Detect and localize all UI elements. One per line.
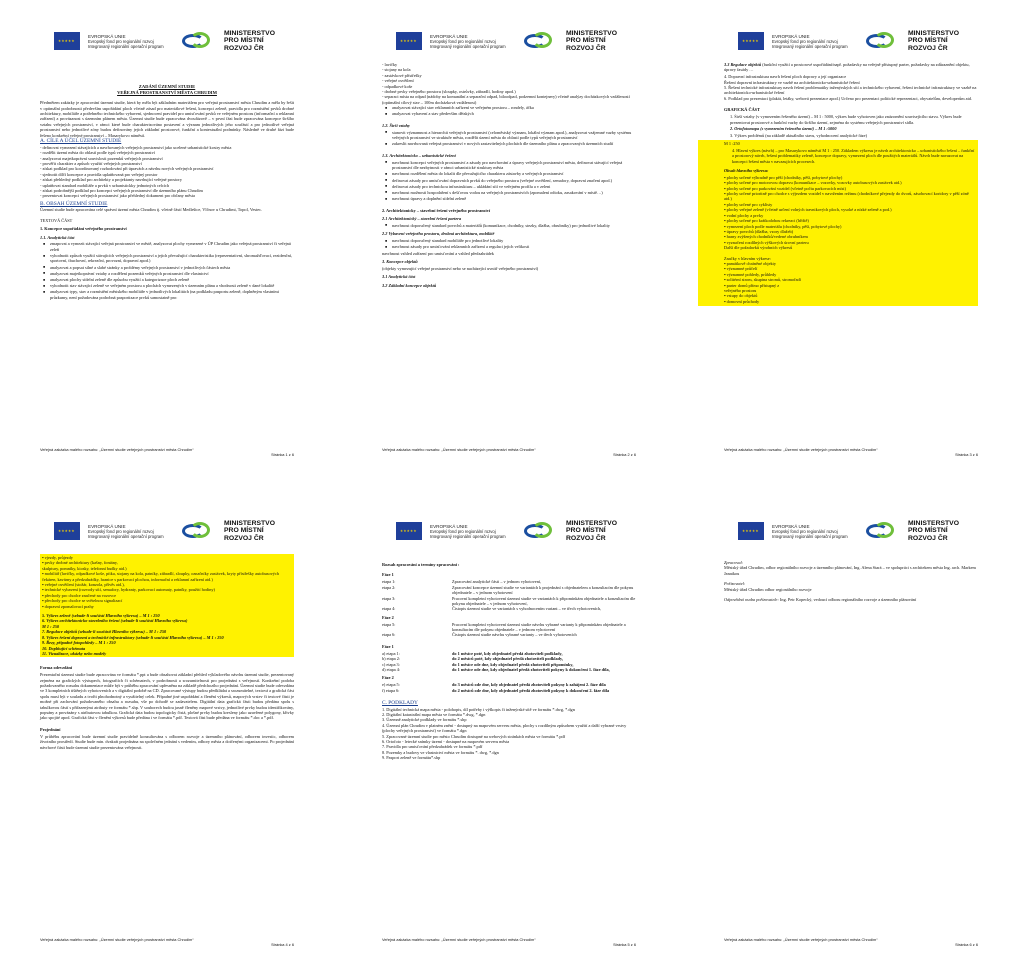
footer-text: Veřejná zakázka malého rozsahu: „Územní studie veřejných prostranství města Chrudim“: [382, 447, 536, 452]
document-item: 4. Územní plán Chrudim v platném znění - dostupný na mapovém serveru města, plochy s rozdílným způsobem využití a další vybrané vrstvy (plochy veřejných prostranství) ve formátu *.dgn: [382, 722, 627, 734]
footer-text: Veřejná zakázka malého rozsahu: „Územní studie veřejných prostranství města Chrudim“: [382, 937, 536, 942]
eu-fund: Evropský fond pro regionální rozvoj: [88, 528, 154, 534]
deadline-row-text: do 1 měsíce poté, kdy objednatel předá zhotoviteli podklady,: [452, 650, 563, 656]
footer-text: Veřejná zakázka malého rozsahu: „Územní studie veřejných prostranství města Chrudim“: [40, 447, 194, 452]
graphic-part-heading: GRAFICKÁ ČÁST: [724, 107, 760, 113]
document-page-2: [342, 0, 652, 465]
symbols-list: [724, 261, 976, 304]
eu-program: Integrovaný regionální operační program: [88, 43, 164, 49]
phase-2-heading: Fáze 2: [382, 614, 394, 620]
page-number: Stránka 5 z 6: [613, 942, 636, 947]
section-3-3-heading: 3.3 Regulace objektů: [724, 62, 762, 67]
goal-item: - získat podklad pro koordinovaný rozhodování při úpravách a návrhu nových veřejných prostranství: [40, 166, 214, 172]
document-item: 7. Pravidla pro umisťování předzahrádek ve formátu *.pdf: [382, 744, 483, 750]
page-header: [54, 514, 294, 548]
highlighted-block: [698, 140, 978, 306]
list-item: Řešení dopravní infrastruktury ve vazbě na architektonicko-urbanistické řešení: [724, 79, 860, 85]
list-item: ■ analyzovat a popsat silné a slabé stránky a problémy veřejných prostranství v jednotlivých částech města: [50, 265, 294, 270]
responsible-person-label-text: Odpovědná osoba pořizovatele:: [724, 597, 779, 603]
prepared-by-value: Městský úřad Chrudim, odbor regionálního rozvoje a územního plánování, Ing. Alena Stará – ve spolupráci s architekem města Ing. arch. Markem Janatkou: [724, 565, 976, 576]
architecture-list: [392, 160, 636, 202]
eu-program: Integrovaný regionální operační program: [430, 533, 506, 539]
responsible-person-label: [724, 597, 978, 602]
section-1-heading: 1. Koncepce uspořádání veřejného prostranství: [40, 226, 127, 232]
eu-flag-icon: [738, 32, 764, 50]
stage-row: [382, 632, 636, 637]
document-page-1: [0, 0, 310, 465]
stage-row-label: etapa 4:: [382, 606, 396, 612]
list-item: ▪ vymezení ploch podle materiálu (chodníky, pěší, pobytové plochy): [724, 223, 842, 229]
stage-row-text: Čistopis územní studie ve variantách s vyhodnocením variant – ve třech vyhotoveních,: [452, 606, 602, 612]
main-drawing-content-list: [42, 555, 292, 609]
eu-program: Integrovaný regionální operační program: [772, 533, 848, 539]
stage-row-label: etapa 2:: [382, 584, 396, 590]
document-page-5: [342, 490, 652, 955]
document-item: 3. Územně analytické podklady ve formátu *.shp: [382, 717, 467, 723]
ministry-name: MINISTERSTVO: [908, 30, 959, 38]
list-item: 4. Dopravní infrastruktura navrh řešení ploch dopravy a její organizace: [724, 74, 847, 80]
list-item: ▪ plochy určené výhradně pro pěší (chodníky, pěší, pobytové plochy): [724, 174, 843, 180]
analysis-list: [392, 105, 636, 117]
ministry-name: PRO MÍSTNÍ: [224, 527, 264, 535]
page-footer: [40, 447, 294, 457]
ministry-logo-icon: [866, 30, 900, 52]
stage-row: [382, 622, 636, 633]
drawing-item: 7. Regulace objektů (sebude-li součástí Hlavního výkresu) – M 1 : 250: [42, 629, 167, 635]
deadline-row-label: c) etapa 3:: [382, 661, 400, 667]
ministry-name: MINISTERSTVO: [566, 520, 617, 528]
page-number: Stránka 4 z 6: [271, 942, 294, 947]
document-page-4: [0, 490, 310, 955]
stage-row-label: etapa 3:: [382, 595, 396, 601]
list-item: ▪ památkově chráněné objekty: [724, 260, 776, 266]
document-subtitle: VEŘEJNÁ PROSTRANSTVÍ MĚSTA CHRUDIM: [117, 89, 217, 95]
list-item: skulptury, pomníky, kiosky, telefonní budky atd.): [42, 565, 127, 571]
list-item: ■ navrhnout úpravy a doplnění sídelní zeleně: [392, 196, 636, 201]
section-3-1-heading: 3.1 Analytická část: [382, 274, 416, 280]
deadline-phase-2-list: [382, 682, 636, 693]
document-item: 1. Digitální technická mapa města - polohopis, díl potřeby i výškopis či inženýrské sítě ve formátu *.dwg, *.dgn: [382, 706, 575, 712]
drawings-list: [42, 613, 292, 656]
deadline-row-text: do 1 měsíce ode dne, kdy objednatel předá zhotoviteli pokyny k dokončení 1. fáze díla,: [452, 667, 610, 672]
list-item: 5. Řešení technické infrastruktury navrh řešení problematiky inženýrských sítí a technického vybavení, řešení technické infrastruktury ve vazbě na architektonicko-urbanistické řešení: [724, 85, 977, 96]
page-header: [54, 24, 294, 58]
list-item: ▪ plochy veřejné zeleně (včetně určení volných travnikových ploch, vysoké a nízké zeleně a pod.): [724, 207, 892, 213]
footer-text: Veřejná zakázka malého rozsahu: „Územní studie veřejných prostranství města Chrudim“: [724, 447, 878, 452]
deadline-row: [382, 688, 636, 693]
eu-flag-icon: [396, 522, 422, 540]
goal-item: - definovat vymezení stávajících a navrhovaných veřejných prostranství jako ucelené urbanistické kostry města: [40, 144, 232, 150]
section-3-heading: 3. Koncepce objektů: [382, 258, 418, 264]
negotiation-heading: Projednání: [40, 726, 61, 732]
eu-program: Integrovaný regionální operační program: [88, 533, 164, 539]
goal-item: - rozdělit území města do oblastí podle typů veřejných prostranství: [40, 150, 155, 156]
stage-row-text: Pracovní kompletní vyhotovení územní studie ve variantách k připomínkám objednatele a konzultacím dle pokynu objednatele – v jednom vyhotovení,: [452, 595, 636, 606]
drawing-item: 3. Výkres problémů (na základě aktuálního stavu, vyhodnocení analytické fáze): [730, 133, 868, 139]
main-drawing-content-list: [724, 175, 976, 251]
list-item: ▪ plochy určené pro parkování vozidel (včetně počtu parkovacích míst): [724, 185, 846, 191]
stage-row-text: Čistopis územní studie návrhu vybrané varianty – ve třech vyhotoveních: [452, 632, 577, 638]
eu-fund: Evropský fond pro regionální rozvoj: [772, 528, 838, 534]
responsible-person-value: Ing. Petr Kopecký, vedoucí odboru regionálního rozvoje a územního plánování: [779, 597, 917, 603]
eu-flag-icon: [396, 32, 422, 50]
page-header: [396, 514, 636, 548]
drawing-item: 2. Ortofotomapa (s vymezením řešeného území) – M 1 :5000: [730, 126, 837, 132]
page-number: Stránka 1 z 6: [271, 452, 294, 457]
ministry-name: PRO MÍSTNÍ: [908, 527, 948, 535]
list-item: ▪ plochy určené prioritně pro chodce s výjezdem vozidel v navržením režimu (chodníkové přejezdy do dvorů, zásobovací koridory v pěší zóně atd.): [724, 191, 969, 202]
ministry-logo-icon: [866, 520, 900, 542]
page-footer: [40, 937, 294, 947]
list-item: ▪ významné pohledy, průhledy: [724, 271, 777, 277]
list-item: ▪ vodní plochy a prvky: [724, 212, 764, 218]
document-item: 5. Zpracované územní studie pro město Chrudim dostupné na webových stránkách města ve formátu *.pdf: [382, 733, 566, 739]
eu-flag-icon: [54, 32, 80, 50]
eu-fund: Evropský fond pro regionální rozvoj: [430, 528, 496, 534]
intro-paragraph: Předmětem zakázky je zpracování územní studie, která by měla být základním materiálem pro veřejná prostranství města Chrudim a měla by řešit v optimální podrobnosti především uspořádání ploch včetně zásad pro materiálové řešení, koncepci zeleně, pravidla pro rozmístění prvků drobné architektury, mobiliáře a potřebného technického vybavení, sjednocení pravidel pro umisťování prvků ve veřejném prostoru (informační a reklamní zařízení) a provázanost s územním plánem města. Územní studie bude zpracována dvoufázově – v první fázi bude zpracována koncepce širšího vztahu veřejných prostranství, v rámci které bude charakterizováno postavení a význam jednotlivých jeho součástí a pro jednotlivé veřejná prostranství nebo jednotlivé zóny budou definovány jejich základní prostorové, funkční a kontextuální podmínky. Následně ve druhé fázi bude řešeno konkrétní veřejné prostranství – Masarykovo náměstí.: [40, 100, 294, 138]
symbols-heading: Značky v hlavním výkrese:: [724, 255, 771, 261]
eu-fund: Evropský fond pro regionální rozvoj: [430, 38, 496, 44]
section-2-heading: 2. Architektonicky – stavební řešení veřejného prostranství: [382, 207, 491, 213]
drawing-item: 9. Řezy, případně fotopohledy – M 1 : 250: [42, 640, 116, 646]
stage-row-text: Zpracování analytické části – v jednom vyhotovení,: [452, 579, 542, 585]
page-number: Stránka 6 z 6: [955, 942, 978, 947]
list-item: ▪ úpravy povrchů (dlažba, vzory dlažeb): [724, 228, 794, 234]
list-item: ▪ přechody pro chodce značené na vozovce: [42, 592, 117, 598]
deadline-row-label: f) etapa 6:: [382, 687, 400, 693]
list-item: ▪ vyznačení rozdílných výškových úrovní parteru: [724, 239, 809, 245]
drawing-item: 1. Širší vztahy (v vymezením řešeného území) – M 1 : 5000, výkres bude vyhotoven jako znázornění souvisejícího stavu. Výkres bude prezentovat prostorové a funkční vazby do širšího území, zejména do systému veřejných prostranství sídla.: [730, 114, 962, 125]
deadline-row-text: do 2 měsíců ode dne, kdy objednatel předá zhotoviteli pokyny k dokončení 2. fáze díla: [452, 687, 610, 693]
list-item: ■ analyzovat majetkoprávní vztahy a rozdělení pozemků veřejných prostranství dle vlastnictví: [50, 271, 294, 276]
deadline-phase-1-list: [382, 651, 636, 673]
eu-title: EVROPSKÁ UNIE: [430, 33, 468, 39]
goal-item: - sjednotit dílčí koncepce a pravidla uplatňovaná pro veřejný prostor: [40, 171, 158, 177]
deadline-row-text: do 3 měsíců ode dne, kdy objednatel předá zhotoviteli pokyny k zahájení 2. fáze díla: [452, 682, 606, 688]
deadline-phase-2-heading: Fáze 2: [382, 675, 394, 681]
main-drawing-content-heading: Obsah hlavního výkresu:: [724, 167, 769, 173]
paragraph: (objekty vymezující veřejné prostranství nebo se nacházející uvnitř veřejného prostranství): [382, 265, 539, 271]
list-item: ■ analyzovat stávající stav reklamních zařízení ve veřejném prostoru – rondely, áčka: [392, 105, 636, 110]
paragraph: navrhnout vzhled zařízení pro umisťování a vzhled předzahrádek: [382, 250, 494, 256]
ministry-name: PRO MÍSTNÍ: [566, 527, 606, 535]
list-item: ▪ vstupy do objektů: [724, 293, 758, 299]
ministry-name: ROZVOJ ČR: [566, 44, 606, 52]
goal-item: - prověřit charakter a způsob využití veřejných prostranství: [40, 161, 142, 167]
list-item: ▪ mobiliář (lavičky, odpadkové koše, pítka, stojany na kola, patníky, zábradlí, sloupky, označníky zastávek, kryty přístřešky autobusových čekáren, kavárny a předzahrádky, hranice s parkovací plochou, informační a reklamní zařízení atd.): [42, 571, 279, 582]
ministry-name: ROZVOJ ČR: [566, 534, 606, 542]
eu-title: EVROPSKÁ UNIE: [430, 523, 468, 529]
text-part-heading: TEXTOVÁ ČÁST: [40, 217, 73, 223]
list-item: ■ zakreslit navrhovaná veřejná prostranství v nových zastavitelných plochách dle územního plánu a zpracovaných územních studií: [392, 141, 636, 146]
phase-1-heading: Fáze 1: [382, 572, 394, 578]
goal-item: - prezentovat koncepci veřejných prostranství jako přehledný dokument pro občany města: [40, 193, 195, 199]
document-page-6: [684, 490, 994, 955]
eu-title: EVROPSKÁ UNIE: [772, 33, 810, 39]
ministry-logo-icon: [524, 30, 558, 52]
ministry-name: ROZVOJ ČR: [224, 44, 264, 52]
page-number: Stránka 2 z 6: [613, 452, 636, 457]
list-item: ▪ plochy určené pro krátkodobou rekreaci (hřiště): [724, 218, 809, 224]
infrastructure-list: [724, 74, 978, 101]
page-number: Stránka 3 z 6: [955, 452, 978, 457]
section-1-1-heading: 1.1. Analytická část: [40, 234, 75, 240]
document-item: 6. Ortofoto - letecké snímky území - dostupné na mapovém serveru města: [382, 738, 510, 744]
section-1-2-heading: 1.2. Širší vztahy: [382, 122, 410, 128]
document-item: 8. Pozemky a budovy ve vlastnictví města ve formátu *. dwg, *.dgn: [382, 749, 499, 755]
footer-text: Veřejná zakázka malého rozsahu: „Územní studie veřejných prostranství města Chrudim“: [40, 937, 194, 942]
drawing-item: M 1 : 250: [42, 623, 60, 629]
list-item: - zastávkové přístřešky: [382, 72, 422, 78]
ministry-logo-icon: [182, 520, 216, 542]
eu-flag-icon: [738, 522, 764, 540]
stage-row-text: Zpracování koncepce územní studie ve variantách k projednání s objednatelem a konzultacím dle pokynu objednatele – v jednom vyhotovení: [452, 584, 634, 596]
section-3-2-heading: 3.2 Základní koncepce objektů: [382, 282, 437, 288]
eu-fund: Evropský fond pro regionální rozvoj: [772, 38, 838, 44]
goals-list: [40, 145, 294, 199]
ministry-logo-icon: [524, 520, 558, 542]
list-item: ▪ plochy určené pro cyklisty: [724, 201, 773, 207]
deadline-phase-1-heading: Fáze 1: [382, 643, 394, 649]
form-heading: Forma odevzdání: [40, 665, 73, 671]
phase-1-list: [382, 579, 636, 611]
ministry-name: ROZVOJ ČR: [224, 534, 264, 542]
deadline-row-text: do 1 měsíce ode dne, kdy objednatel předá zhotoviteli připomínky,: [452, 661, 574, 667]
ministry-name: MINISTERSTVO: [566, 30, 617, 38]
deadline-row: [382, 667, 636, 672]
section-1-3-heading: 1.3. Architektonicko – urbanistické řešení: [382, 152, 456, 158]
list-item: ▪ hrany zvýšených chodníků/vedené obrubníkem: [724, 234, 808, 240]
list-item: - stojany na kola: [382, 67, 411, 73]
stage-row-label: etapa 1:: [382, 579, 396, 585]
list-item: ▪ významné průčelí: [724, 266, 758, 272]
prepared-by-label: Zpracoval:: [724, 560, 744, 565]
list-item: ■ zmapovat a vymezit stávající veřejná prostranství ve městě, analyzovat plochy vymezené v ÚP Chrudim jako veřejná prostranství či veřejná zeleň: [50, 241, 294, 252]
ministry-name: ROZVOJ ČR: [908, 44, 948, 52]
stage-row: [382, 606, 636, 611]
section-2-2-heading: 2.2 Vybavení veřejného prostoru, drobná architektura, mobiliář: [382, 231, 495, 237]
wider-relations-list: [392, 130, 636, 147]
list-item: ■ stanovit významnost a hierarchii veřejných prostranství (celoměstský význam, lokální význam apod.), analyzovat vzájemné vazby systému veřejných prostranství ve struktuře města, rozdělit území města do oblastí podle typů veřejných prostranství: [392, 130, 636, 141]
drawing-item: 6. Výkres architektonicko-stavebního řešení (sebude-li součástí Hlavního výkresu): [42, 618, 188, 624]
deadline-row-label: a) etapa 1:: [382, 650, 400, 656]
list-item: ■ navrhnout možnosti hospodaření s dešťovou vodou na veřejných prostranstvích (zpomalení odtoku, zasakování v místě…): [392, 190, 636, 195]
footer-text: Veřejná zakázka malého rozsahu: „Územní studie veřejných prostranství města Chrudim“: [724, 937, 878, 942]
page-footer: [724, 937, 978, 947]
list-item: ■ navrhnout zásady pro umisťování reklamních zařízení a regulaci jejich velikosti: [392, 244, 636, 249]
list-item: - odpadkové koše: [382, 83, 413, 89]
document-title: ZADÁNÍ ÚZEMNÍ STUDIE: [138, 84, 196, 89]
list-item: ■ navrhnout rozdělení města do lokalit dle převažujícího charakteru zástavby a veřejných prostranství: [392, 171, 636, 176]
list-item: ■ navrhnout doporučený standard mobiliáře pro jednotlivé lokality: [392, 238, 636, 243]
eu-program: Integrovaný regionální operační program: [430, 43, 506, 49]
drawing-item: 5. Výkres zeleně (sebude-li součástí Hlavního výkresu) – M 1 : 250: [42, 613, 160, 619]
drawing-scale: M 1 :250: [724, 140, 740, 146]
paragraph: (funkční využití a prostorové uspořádání/např. požadavky na veřejně přístupný parter, požadavky na zdůraznění objektu, úpravy fasády …: [724, 62, 970, 73]
list-item: - veřejné osvětlení: [382, 78, 414, 84]
page-footer: [382, 937, 636, 947]
deadline-row-label: e) etapa 5:: [382, 682, 400, 688]
drawing-item: 11. Vizualizace, ukázky nebo modely: [42, 650, 107, 656]
procurer-value: Městský úřad Chrudim odbor regionálního rozvoje: [724, 586, 812, 592]
area-paragraph: Územní studie bude zpracována celé správní území města Chrudim tj. včetně částí Medlešice, Vlčnov u Chrudimi, Topol, Vestec.: [40, 207, 263, 213]
list-item: 6. Podklad pro prezentaci (plakát, letáky, webová prezentace apod.) Určeno pro prezentaci politické reprezentaci, obyvatelům, developerům atd.: [724, 95, 972, 101]
list-item: ▪ domovní průchody: [724, 298, 760, 304]
analysis-list: [50, 241, 294, 300]
page-header: [738, 514, 978, 548]
stage-row-label: etapa 6:: [382, 632, 396, 638]
list-item: ■ vyhodnotit způsob využití stávajících veřejných prostranství a jejich převažující charakteristika (reprezentativní, shromažďovací, rezidenční, sportovní, tbuchovní, rekreační, provozní, dopravní apod.): [50, 253, 294, 264]
goal-item: - získat podrobnější podklad pro koncepci veřejných prostranství dle územního plánu Chrudim: [40, 188, 203, 194]
deadline-row-text: do 2 měsíců poté, kdy objednatel předá zhotoviteli podklady,: [452, 656, 564, 662]
list-item: ■ vyhodnotit stav stávající zeleně ve veřejném prostoru a plochách vymezených v územním plánu a vhodnosti zeleně v dané lokalitě: [50, 283, 294, 288]
list-item: ▪ přechody pro chodce se světelnou signalizací: [42, 598, 123, 604]
list-item: ■ analyzovat typy, stav a rozmístění městského mobiliáře v jednotlivých lokalitách (na podkladu pasportu zeleně, doplněným vlastními průzkumy, není požadována podrobná pasportizace prvků samostatně pro:: [50, 289, 294, 300]
ministry-name: PRO MÍSTNÍ: [566, 37, 606, 45]
goal-item: - uplatňovat standard mobiliáře a prvků v urbanistickky jednotných celcích: [40, 182, 169, 188]
scope-heading: Rozsah zpracování a termíny zpracování :: [382, 562, 460, 567]
form-paragraph: Prezentační územní studie bude zpracována ve formátu *.ppt a bude obsahovat základní přehled výkladového návrhu územní studie, prezentovaný zejména na grafických výstupech, fotografiích či schématech, v podrobnosti a srozumitelnosti pro projednání s veřejností. Konkrétní podoba požadovaného rozsahu dokumentace může být v průběhu zpracování upřesněna na základě předchozího projednání. Územní studie bude odevzdána ve 3 kompletních tištěných vyhotoveních a v digitální podobě na CD. Zpracované výstupy budou předkládat a srozumitelné, textová a grafická část spolu musí být v souladu a tvořit plnohodnotný a využitelný celek. Případné jiné uspořádání a členění výkresů, mapových vrstev či textové části je možné při zachování požadovaného obsahu a rozsahu, vše po dohodě se zadavatelem. Digitální data grafická části budou předána spolu s tabulkovou částí s přiřazenými atributy ve formátu *.shp. V souborech budou jasně členěny mapové vrstvy, jednotlivé prvky budou identifikovány, popsány a provázány s atributovou tabulkou. Grafická data budou topologicky čistá, plošné prvky budou kresleny jako uzavřené polygony, křivky jako spojité apod. Grafická část v členění výkresů bude předána i ve formátu *.pdf. Textová část bude předána ve formátu *.doc a *.pdf.: [40, 672, 295, 721]
drawing-item: 4. Hlavní výkres (návrh) – pro Masarykovo náměstí M 1 : 250. Základem výkresu je návrh architektonicko – urbanistického řešení – funkční a prostorový návrh, řešení problematiky zeleně, koncepce dopravy, vymezení ploch dle použitých materiálů. Návrh bude navazovat na koncepci řešení města v navazujících procesech.: [732, 147, 975, 164]
list-item: - separaci místa na odpad (nádoby na komunální a separační odpad, biloodpad, podzemní kontejnery) včetně analýzy docházkových vzdáleností (optimální cílový stav – 100m docházková vzdálenost): [382, 94, 630, 105]
stage-row: [382, 596, 636, 607]
document-item: 9. Pasport zeleně ve formátu*.shp: [382, 755, 441, 761]
list-item: - drobné prvky veřejného prostoru (sloupky, ostrůvky, zábradlí, hodiny apod.): [382, 89, 516, 95]
section-2-1-heading: 2.1 Architektonický – stavební řešení partera: [382, 215, 462, 221]
stage-row-text: Pracovní kompletní vyhotovení územní studie návrhu vybrané varianty k připomínkám objednatele a konzultacím dle pokynu objednatele – v jednom vyhotovení: [452, 621, 626, 633]
list-item: - lavičky: [382, 62, 398, 67]
drawing-item: 10. Doplňující schémata: [42, 645, 86, 651]
ministry-name: PRO MÍSTNÍ: [224, 37, 264, 45]
facility-list: [382, 62, 636, 105]
section-c-heading: C. PODKLADY: [382, 700, 418, 707]
eu-title: EVROPSKÁ UNIE: [88, 33, 126, 39]
list-item: ▪ parter domů přímo přístupný z: [724, 282, 780, 288]
list-item: ■ definovat zásady pro umisťování dopravních prvků do veřejného prostoru (veřejné osvětlení, semafory, dopravní značení apod.): [392, 178, 636, 183]
list-item: ■ analyzovat plochy sídelní zeleně dle způsobu využití a kategorizace ploch zeleně: [50, 277, 294, 282]
document-page-3: [684, 0, 994, 465]
list-item: ▪ plochy určené pro motorovou dopravu (komunikace – vozovky, vozovky autobusových zastávek atd.): [724, 180, 902, 186]
ministry-name: ROZVOJ ČR: [908, 534, 948, 542]
page-footer: [382, 447, 636, 457]
ministry-name: MINISTERSTVO: [908, 520, 959, 528]
list-item: ■ navrhnout koncepci veřejných prostranství a zásady pro navrhování a úpravy veřejných prostranství města, definovat stávající veřejná prostranství dle nezbytnosti v rámci urbanistické struktury města: [392, 160, 636, 171]
procurer-label: Pořizovatel:: [724, 581, 746, 587]
list-item: ■ definovat zásady pro technickou infrastrukturu – ukládání sítí ve veřejném profilu a v zeleni: [392, 184, 636, 189]
eu-title: EVROPSKÁ UNIE: [88, 523, 126, 529]
page-header: [738, 24, 978, 58]
documents-list: [382, 707, 636, 761]
list-item: ▪ prvky drobné architektury (kašny, fontány,: [42, 560, 118, 566]
stage-row-label: etapa 5:: [382, 621, 396, 627]
goal-item: - analyzovat majetkoprávní souvislosti pozemků veřejných prostranství: [40, 155, 163, 161]
list-item: Další dle požadavků výrobních výkresů: [724, 245, 793, 251]
eu-fund: Evropský fond pro regionální rozvoj: [88, 38, 154, 44]
list-item: ■ analyzovat vybavení a stav především dětských: [392, 111, 636, 116]
list-item: ▪ dopravní zpomalovací prahy: [42, 603, 94, 609]
stage-row: [382, 585, 636, 596]
ministry-name: PRO MÍSTNÍ: [908, 37, 948, 45]
section-a-heading: A. CÍLE A ÚČEL ÚZEMNÍ STUDIE: [40, 138, 122, 145]
phase-2-list: [382, 622, 636, 638]
drawing-item: 8. Výkres řešení dopravní a technické infrastruktury (sebude-li součástí Hlavního výkresu) – M 1 : 250: [42, 634, 224, 640]
list-item: ▪ vjezdy, průjezdy: [42, 555, 73, 560]
list-item: ▪ veřejné osvětlení (stožár, konzola, přívěs atd.),: [42, 582, 125, 588]
eu-title: EVROPSKÁ UNIE: [772, 523, 810, 529]
goal-item: - získat přehledný podklad pro architekty a projektanty navrhující veřejné prostory: [40, 177, 182, 183]
page-header: [396, 24, 636, 58]
eu-flag-icon: [54, 522, 80, 540]
list-item: ▪ solitérní strom, skupina stromů, stromořadí: [724, 277, 801, 283]
ministry-logo-icon: [182, 30, 216, 52]
ministry-name: MINISTERSTVO: [224, 520, 275, 528]
document-item: 2. Digitální katastrální mapa města ve formátu *.dwg, *.dgn: [382, 711, 486, 717]
highlighted-block: [40, 554, 294, 657]
deadline-row-label: b) etapa 2:: [382, 656, 401, 662]
negotiation-paragraph: V průběhu zpracování bude územní studie pravidelně konzultována s odborem rozvoje a územního plánování, odborem investic, odborem životního prostředí. Studie bude min. dvakrát projednána na společném jednání s vedením, odbory města a dotčenými organizacemi. Po projednání návrhové části bude územní studie prezentována veřejnosti.: [40, 733, 294, 750]
page-footer: [724, 447, 978, 457]
list-item: ▪ technické vybavení (rozvody sítí, semafory, hydranty, parkovací automaty, patníky, použití hodiny): [42, 587, 215, 593]
ministry-name: MINISTERSTVO: [224, 30, 275, 38]
deadline-row-label: d) etapa 4:: [382, 667, 401, 672]
list-item: ■ navrhnout doporučený standard povrchů a materiálů (komunikace, chodníky, stezky, dlažba, obrubníky) pro jednotlivé lokality: [392, 223, 636, 228]
section-b-heading: B. OBSAH ÚZEMNÍ STUDIE: [40, 200, 108, 207]
list-item: veřejného prostoru: [724, 287, 757, 293]
eu-program: Integrovaný regionální operační program: [772, 43, 848, 49]
